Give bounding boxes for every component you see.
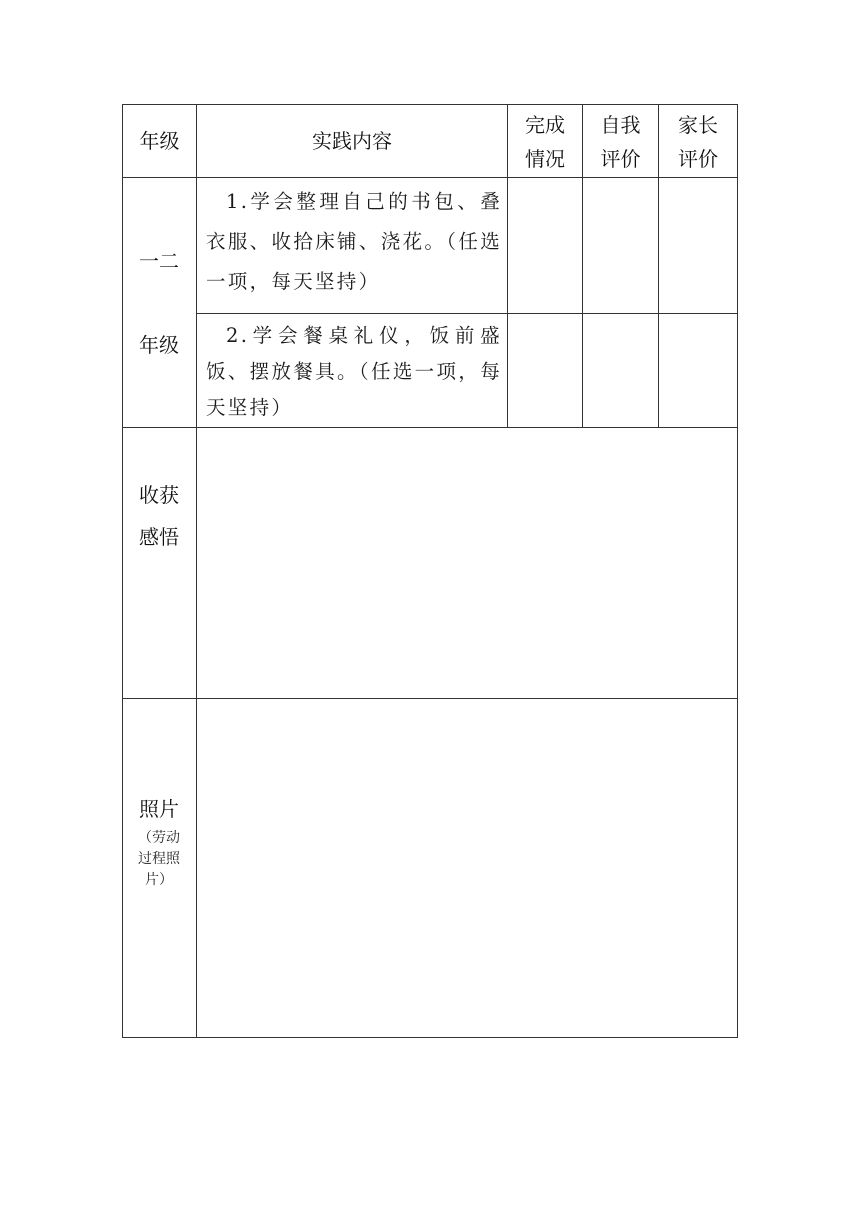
photo-label-cell [122, 792, 196, 912]
header-completion-line2: 情况 [525, 146, 565, 171]
reflection-input-area[interactable] [197, 428, 737, 698]
task-item-2 [206, 318, 502, 426]
task-1-text: 1.学会整理自己的书包、叠衣服、收拾床铺、浇花。（任选一项，每天坚持） [206, 190, 502, 293]
header-parent-eval [659, 106, 737, 177]
header-self-eval-line1: 自我 [600, 112, 641, 137]
table-border-bottom [122, 1037, 738, 1038]
grade-cell [122, 178, 196, 427]
header-completion [508, 106, 582, 177]
grade-line2: 年级 [139, 332, 179, 357]
header-content-label: 实践内容 [312, 128, 392, 153]
task-1-parent-eval-cell[interactable] [659, 178, 737, 313]
reflection-label-cell [122, 478, 196, 568]
header-grade-label: 年级 [139, 128, 180, 153]
header-self-eval-line2: 评价 [600, 146, 641, 171]
header-content [197, 104, 507, 177]
header-self-eval [583, 106, 658, 177]
task-1-self-eval-cell[interactable] [583, 178, 658, 313]
header-completion-line1: 完成 [525, 112, 565, 137]
photo-note-line3: 片） [145, 872, 173, 888]
table-border-right [737, 104, 738, 1038]
task-2-self-eval-cell[interactable] [583, 314, 658, 427]
photo-title: 照片 [139, 797, 179, 821]
header-parent-eval-line1: 家长 [678, 112, 718, 137]
task-2-completion-cell[interactable] [508, 314, 582, 427]
header-parent-eval-line2: 评价 [678, 146, 718, 171]
header-grade [122, 104, 197, 177]
reflection-line1: 收获 [139, 483, 179, 507]
grade-line1: 一二 [139, 248, 179, 273]
photo-note-line2: 过程照 [138, 851, 180, 867]
reflection-line2: 感悟 [139, 525, 179, 549]
photo-note-line1: （劳动 [138, 830, 180, 846]
task-item-1 [206, 182, 502, 302]
task-2-text: 2.学会餐桌礼仪，饭前盛饭、摆放餐具。（任选一项，每天坚持） [206, 324, 502, 419]
photo-upload-area[interactable] [197, 699, 737, 1037]
task-2-parent-eval-cell[interactable] [659, 314, 737, 427]
task-1-completion-cell[interactable] [508, 178, 582, 313]
practice-record-table [122, 104, 738, 1038]
